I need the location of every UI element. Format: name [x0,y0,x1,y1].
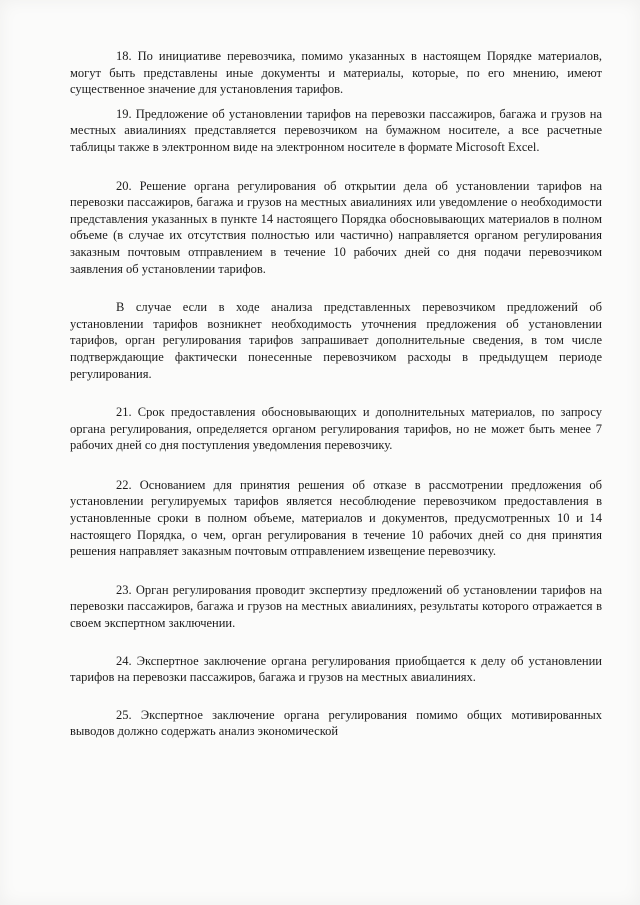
paragraph-20: 20. Решение органа регулирования об открытии дела об установлении тарифов на перевозки пассажиров, багажа и грузов на местных авиалиниях или уведомление о необходимости представления указанных в пункте 14 настоящего Порядка обосновывающих материалов в полном объеме (в случае их отсутствия полностью или частично) направляется органом регулирования заказным почтовым отправлением в течение 10 рабочих дней со дня подачи перевозчиком заявления об установлении тарифов. [70,178,602,276]
paragraph-18: 18. По инициативе перевозчика, помимо указанных в настоящем Порядке материалов, могут быть представлены иные документы и материалы, которые, по его мнению, имеют существенное значение для установления тарифов. [70,49,602,97]
paragraph-20-continuation: В случае если в ходе анализа представленных перевозчиком предложений об установлении тарифов возникнет необходимость уточнения предложения об установлении тарифов, орган регулирования тарифов запрашивает дополнительные сведения, в том числе подтверждающие фактически понесенные перевозчиком расходы в предыдущем периоде регулирования. [70,300,602,381]
paragraph-24: 24. Экспертное заключение органа регулирования приобщается к делу об установлении тарифов на перевозки пассажиров, багажа и грузов на местных авиалиниях. [70,653,602,685]
paragraph-23: 23. Орган регулирования проводит экспертизу предложений об установлении тарифов на перевозки пассажиров, багажа и грузов на местных авиалиниях, результаты которого отражается в своем экспертном заключении. [70,582,602,631]
paragraph-22: 22. Основанием для принятия решения об отказе в рассмотрении предложения об установлении регулируемых тарифов является несоблюдение перевозчиком предоставления в установленные сроки в полном объеме, материалов и документов, предусмотренных 10 и 14 настоящего Порядка, о чем, орган регулирования в течение 10 рабочих дней со дня принятия решения направляет заказным почтовым отправлением извещение перевозчику. [70,477,602,559]
document-body [70,48,602,740]
paragraph-19: 19. Предложение об установлении тарифов на перевозки пассажиров, багажа и грузов на местных авиалиниях представляется перевозчиком на бумажном носителе, а все расчетные таблицы также в электронном виде на электронном носителе в формате Microsoft Excel. [70,106,602,154]
paragraph-21: 21. Срок предоставления обосновывающих и дополнительных материалов, по запросу органа регулирования, определяется органом регулирования тарифов, но не может быть менее 7 рабочих дней со дня поступления уведомления перевозчику. [70,405,602,453]
paragraph-25: 25. Экспертное заключение органа регулирования помимо общих мотивированных выводов должно содержать анализ экономической [70,707,602,739]
